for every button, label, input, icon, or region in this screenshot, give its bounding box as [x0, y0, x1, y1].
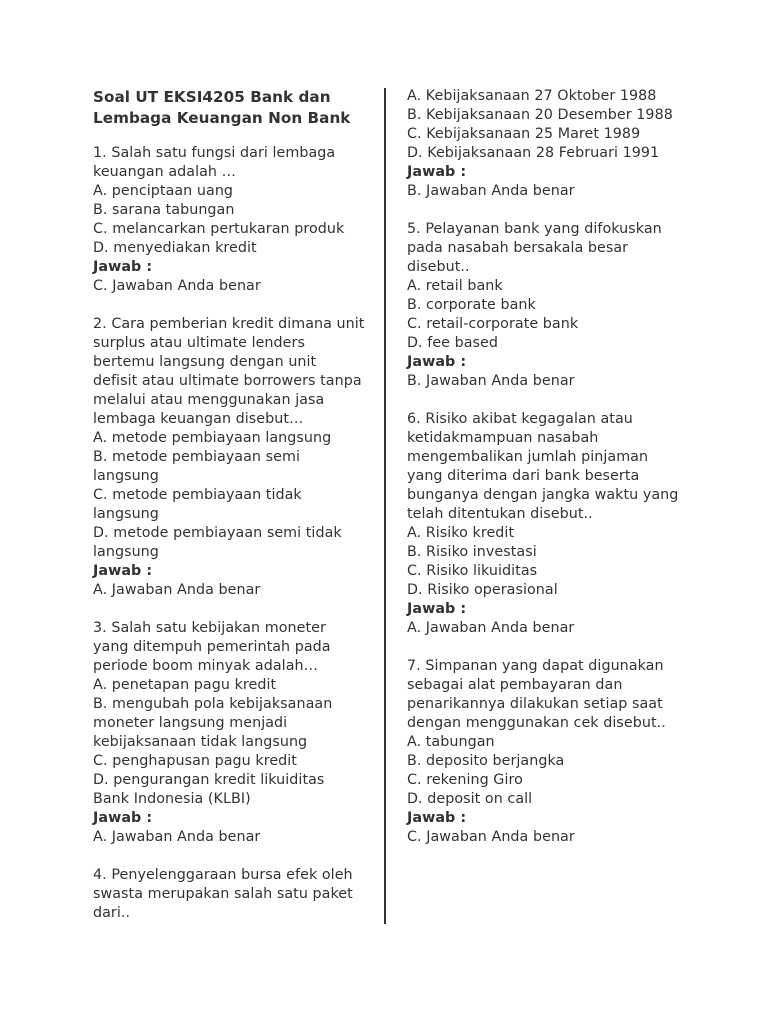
question-2 — [93, 315, 365, 600]
option-c: C. rekening Giro — [407, 772, 523, 788]
option-b: B. corporate bank — [407, 297, 536, 313]
question-text: 5. Pelayanan bank yang difokuskan pada nasabah bersakala besar disebut.. — [407, 221, 662, 275]
column-divider — [384, 88, 386, 924]
question-4-options — [407, 87, 685, 201]
answer: C. Jawaban Anda benar — [407, 829, 575, 845]
left-column — [93, 87, 365, 942]
option-b: B. metode pembiayaan semi langsung — [93, 449, 300, 484]
answer: A. Jawaban Anda benar — [93, 829, 261, 845]
option-d: D. Kebijaksanaan 28 Februari 1991 — [407, 145, 660, 161]
question-7 — [407, 657, 685, 847]
option-a: A. metode pembiayaan langsung — [93, 430, 332, 446]
jawab-label: Jawab : — [93, 259, 153, 275]
option-d: D. pengurangan kredit likuiditas Bank Indonesia (KLBI) — [93, 772, 325, 807]
jawab-label: Jawab : — [407, 164, 467, 180]
question-3 — [93, 619, 365, 847]
option-a: A. penciptaan uang — [93, 183, 234, 199]
option-c: C. retail-corporate bank — [407, 316, 579, 332]
answer: C. Jawaban Anda benar — [93, 278, 261, 294]
question-1 — [93, 144, 365, 296]
option-a: A. retail bank — [407, 278, 503, 294]
question-text: 7. Simpanan yang dapat digunakan sebagai alat pembayaran dan penarikannya dilakukan setiap saat dengan menggunakan cek disebut.. — [407, 658, 666, 731]
document-title: Soal UT EKSI4205 Bank dan Lembaga Keuangan Non Bank — [93, 88, 351, 127]
option-d: D. Risiko operasional — [407, 582, 558, 598]
option-d: D. deposit on call — [407, 791, 533, 807]
option-a: A. Kebijaksanaan 27 Oktober 1988 — [407, 88, 657, 104]
jawab-label: Jawab : — [407, 354, 467, 370]
question-text: 4. Penyelenggaraan bursa efek oleh swasta merupakan salah satu paket dari.. — [93, 867, 353, 921]
right-column — [407, 87, 685, 866]
jawab-label: Jawab : — [407, 810, 467, 826]
question-text: 6. Risiko akibat kegagalan atau ketidakmampuan nasabah mengembalikan jumlah pinjaman yang diterima dari bank beserta bunganya dengan jangka waktu yang telah ditentukan disebut.. — [407, 411, 679, 522]
option-a: A. Risiko kredit — [407, 525, 515, 541]
question-5 — [407, 220, 685, 391]
question-text: 1. Salah satu fungsi dari lembaga keuangan adalah … — [93, 145, 336, 180]
option-c: C. metode pembiayaan tidak langsung — [93, 487, 302, 522]
answer: A. Jawaban Anda benar — [93, 582, 261, 598]
answer: B. Jawaban Anda benar — [407, 373, 575, 389]
option-c: C. penghapusan pagu kredit — [93, 753, 297, 769]
question-text: 3. Salah satu kebijakan moneter yang ditempuh pemerintah pada periode boom minyak adalah… — [93, 620, 331, 674]
option-c: C. melancarkan pertukaran produk — [93, 221, 345, 237]
jawab-label: Jawab : — [93, 810, 153, 826]
jawab-label: Jawab : — [407, 601, 467, 617]
answer: B. Jawaban Anda benar — [407, 183, 575, 199]
option-d: D. metode pembiayaan semi tidak langsung — [93, 525, 342, 560]
option-d: D. menyediakan kredit — [93, 240, 257, 256]
question-6 — [407, 410, 685, 638]
option-a: A. tabungan — [407, 734, 495, 750]
option-d: D. fee based — [407, 335, 499, 351]
option-b: B. sarana tabungan — [93, 202, 235, 218]
option-b: B. Kebijaksanaan 20 Desember 1988 — [407, 107, 673, 123]
option-b: B. mengubah pola kebijaksanaan moneter langsung menjadi kebijaksanaan tidak langsung — [93, 696, 333, 750]
question-4-stem — [93, 866, 365, 923]
option-c: C. Risiko likuiditas — [407, 563, 538, 579]
option-b: B. Risiko investasi — [407, 544, 537, 560]
jawab-label: Jawab : — [93, 563, 153, 579]
option-a: A. penetapan pagu kredit — [93, 677, 277, 693]
answer: A. Jawaban Anda benar — [407, 620, 575, 636]
question-text: 2. Cara pemberian kredit dimana unit surplus atau ultimate lenders bertemu langsung dengan unit defisit atau ultimate borrowers tanpa melalui atau menggunakan jasa lembaga keuangan disebut… — [93, 316, 365, 427]
option-c: C. Kebijaksanaan 25 Maret 1989 — [407, 126, 641, 142]
option-b: B. deposito berjangka — [407, 753, 565, 769]
